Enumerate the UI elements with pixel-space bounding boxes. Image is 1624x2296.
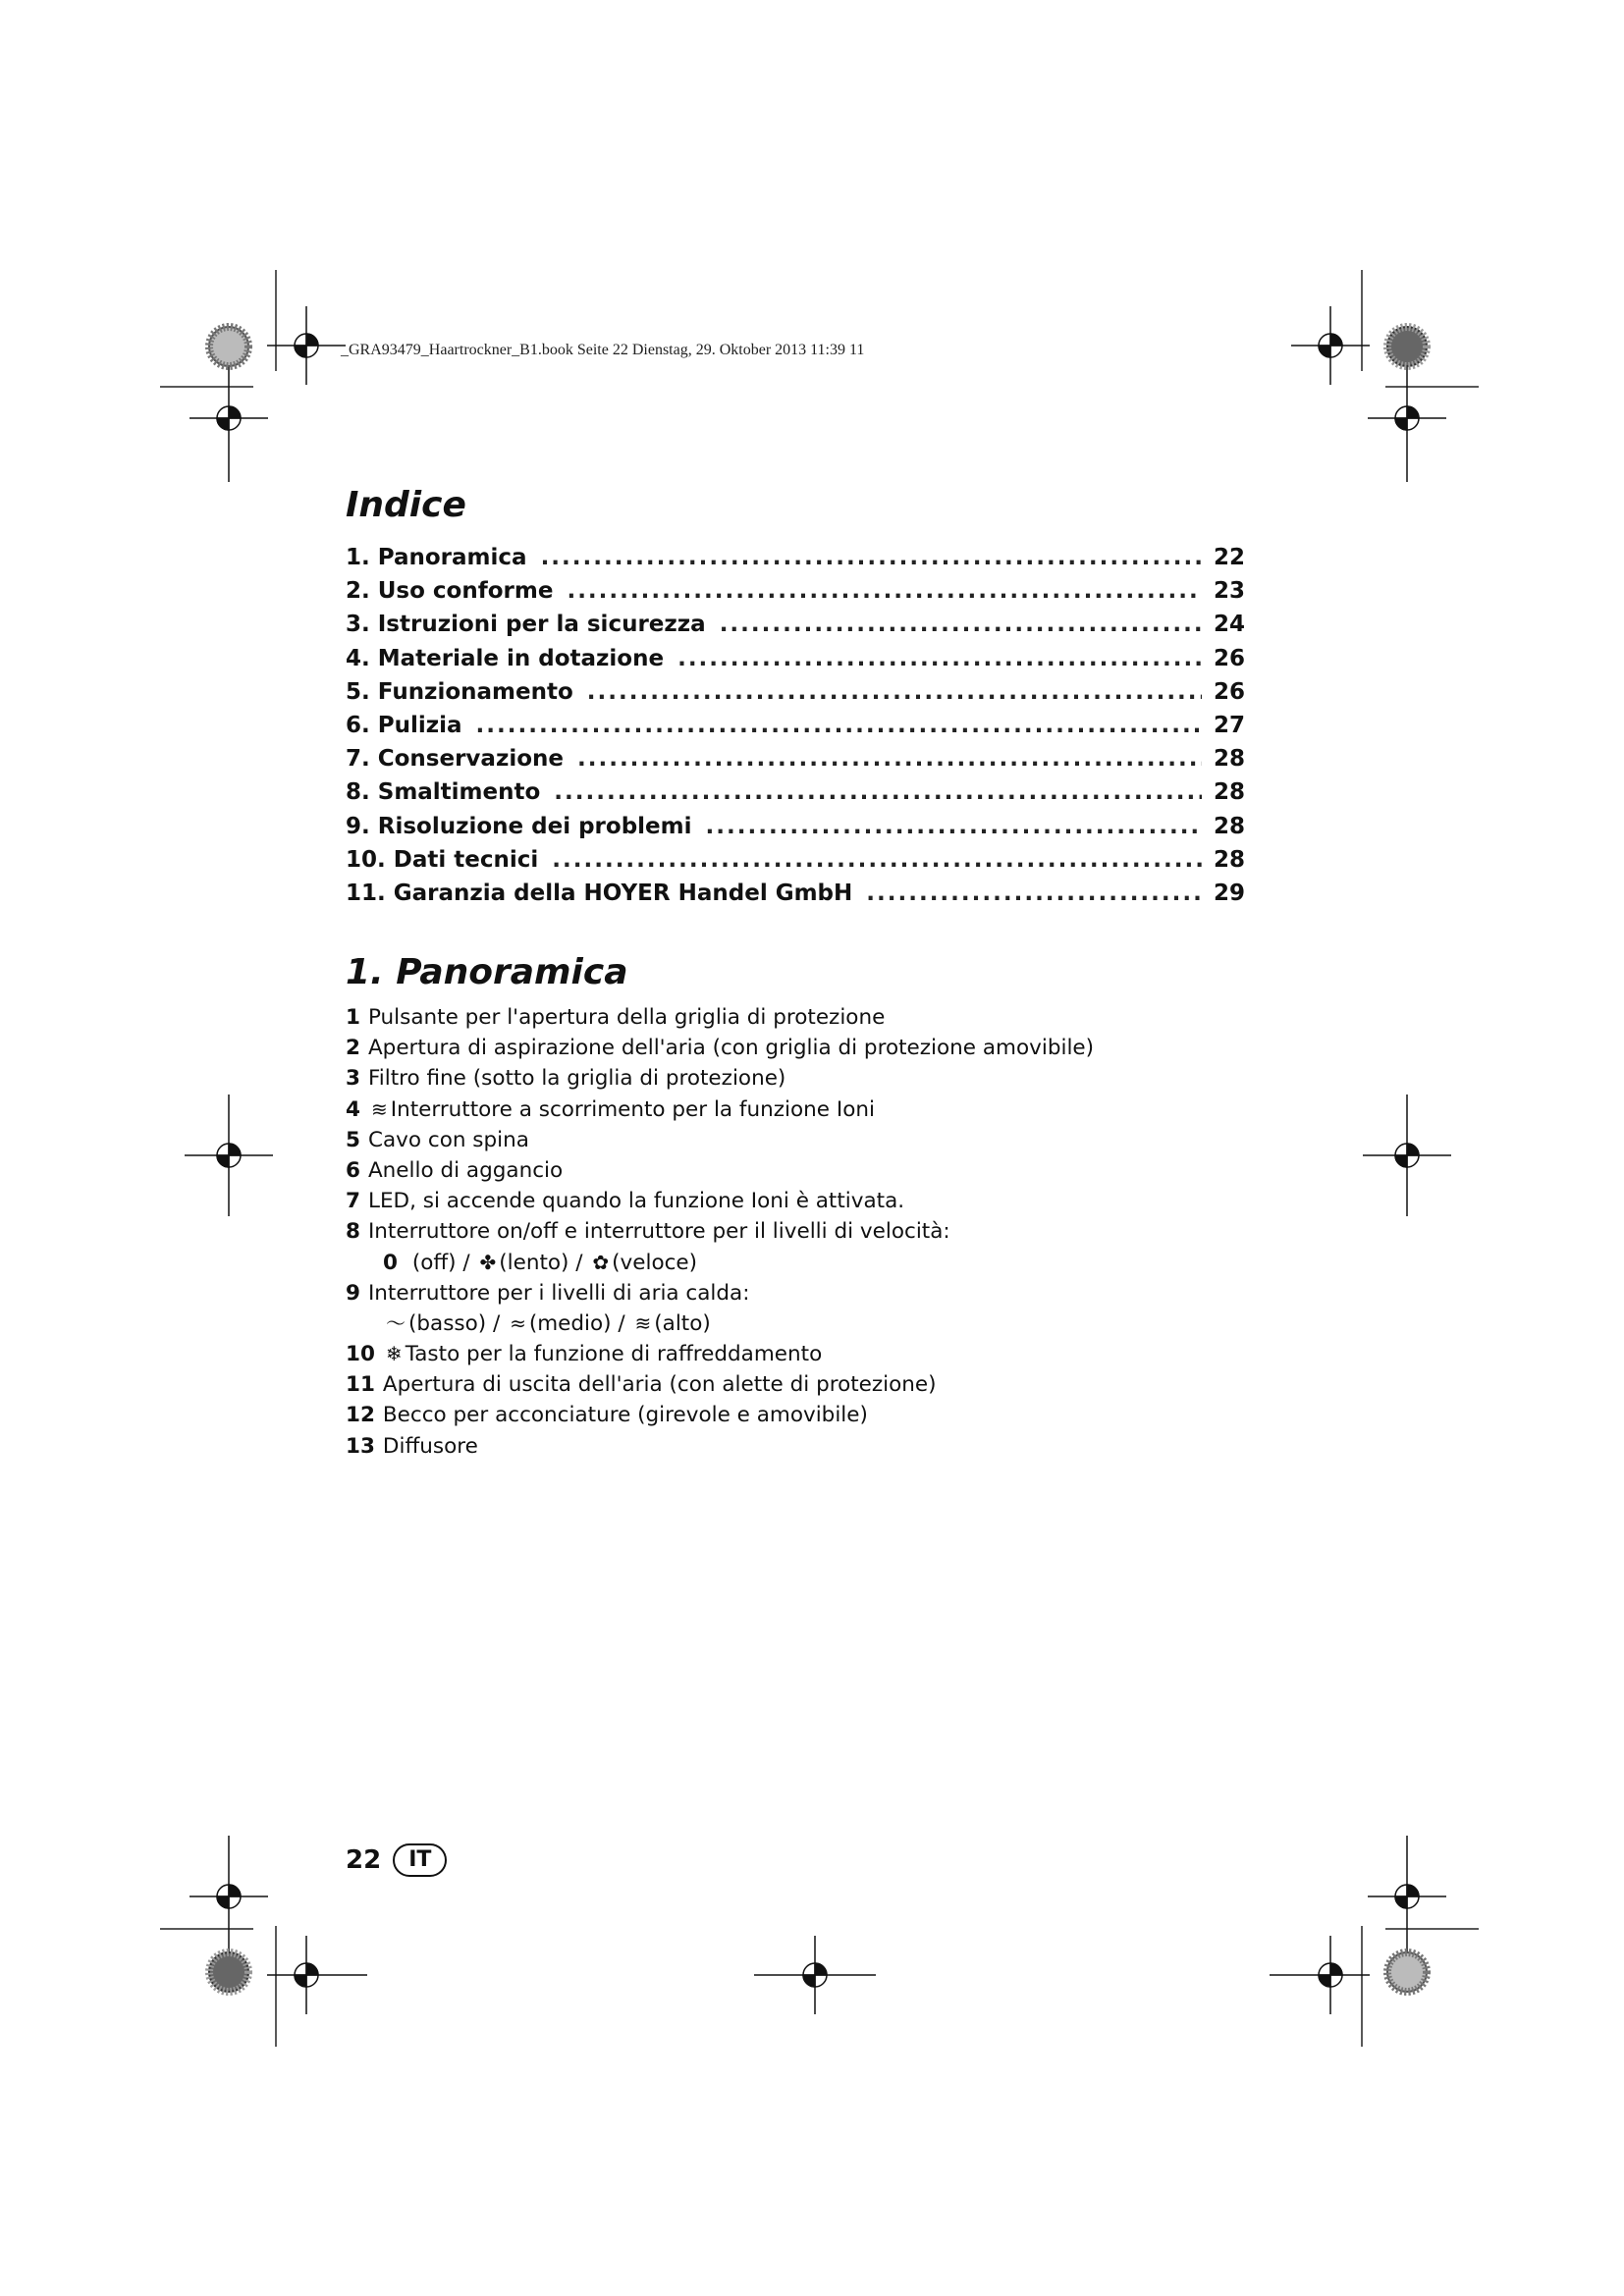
- toc-entry-page: 29: [1214, 880, 1246, 906]
- toc-entry-label: 4. Materiale in dotazione: [346, 645, 665, 671]
- toc-entry-page: 24: [1214, 612, 1246, 638]
- toc-entry-label: 6. Pulizia: [346, 712, 462, 738]
- list-item: 9 Interruttore per i livelli di aria calda:: [346, 1280, 750, 1306]
- list-item: 13 Diffusore: [346, 1433, 478, 1459]
- ion-icon: ≋: [370, 1096, 388, 1121]
- toc-entry-page: 28: [1214, 846, 1246, 873]
- list-item: 11 Apertura di uscita dell'aria (con alette di protezione): [346, 1372, 937, 1398]
- index-title: Indice: [346, 485, 466, 525]
- heat-low-icon: 〜: [386, 1310, 406, 1335]
- overview-list: [346, 1002, 1327, 1462]
- list-item: 12 Becco per acconciature (girevole e amovibile): [346, 1403, 868, 1428]
- overview-title: 1. Panoramica: [346, 952, 628, 992]
- table-of-contents: [346, 545, 1249, 914]
- toc-entry-page: 28: [1214, 779, 1246, 806]
- toc-leader-dots: [677, 646, 1202, 671]
- toc-entry: [346, 545, 1249, 578]
- toc-entry: [346, 578, 1249, 612]
- toc-entry-label: 1. Panoramica: [346, 545, 527, 570]
- heat-levels-line: 〜 (basso) / ≈ (medio) / ≋ (alto): [346, 1308, 1327, 1339]
- toc-entry-label: 8. Smaltimento: [346, 779, 541, 806]
- toc-entry-page: 22: [1214, 545, 1246, 570]
- toc-entry: [346, 713, 1249, 746]
- heat-medium-icon: ≈: [510, 1310, 526, 1335]
- toc-leader-dots: [720, 612, 1202, 637]
- toc-entry: [346, 847, 1249, 881]
- speed-levels-line: 0 (off) / ✤ (lento) / ✿ (veloce): [346, 1248, 1327, 1278]
- toc-leader-dots: [476, 713, 1202, 738]
- toc-leader-dots: [706, 814, 1202, 839]
- toc-entry-label: 10. Dati tecnici: [346, 846, 539, 873]
- language-badge: IT: [393, 1843, 447, 1877]
- toc-entry: [346, 746, 1249, 779]
- toc-entry: [346, 814, 1249, 847]
- toc-entry-label: 7. Conservazione: [346, 746, 564, 773]
- list-item: 10 ❄ Tasto per la funzione di raffreddamento: [346, 1339, 1327, 1369]
- toc-entry: [346, 679, 1249, 713]
- list-item: 4 ≋ Interruttore a scorrimento per la funzione Ioni: [346, 1095, 1327, 1125]
- toc-leader-dots: [541, 545, 1202, 570]
- toc-entry-page: 23: [1214, 578, 1246, 605]
- fan-slow-icon: ✤: [479, 1250, 497, 1274]
- toc-entry-label: 9. Risoluzione dei problemi: [346, 813, 692, 839]
- list-item: 5 Cavo con spina: [346, 1127, 529, 1152]
- toc-entry-label: 5. Funzionamento: [346, 678, 573, 705]
- list-item: 8 Interruttore on/off e interruttore per il livelli di velocità:: [346, 1219, 950, 1245]
- toc-entry-page: 28: [1214, 813, 1246, 839]
- list-item: 2 Apertura di aspirazione dell'aria (con griglia di protezione amovibile): [346, 1036, 1095, 1061]
- toc-entry-page: 26: [1214, 645, 1246, 671]
- toc-entry-page: 27: [1214, 712, 1246, 738]
- toc-leader-dots: [554, 779, 1202, 805]
- toc-entry: [346, 646, 1249, 679]
- toc-leader-dots: [866, 881, 1202, 906]
- heat-high-icon: ≋: [634, 1310, 652, 1335]
- toc-leader-dots: [587, 679, 1202, 705]
- toc-entry: [346, 881, 1249, 914]
- toc-entry: [346, 779, 1249, 813]
- cool-shot-icon: ❄: [385, 1342, 403, 1366]
- toc-entry: [346, 612, 1249, 645]
- list-item: 1 Pulsante per l'apertura della griglia di protezione: [346, 1005, 886, 1030]
- toc-entry-label: 2. Uso conforme: [346, 578, 554, 605]
- list-item: 7 LED, si accende quando la funzione Ioni è attivata.: [346, 1189, 905, 1214]
- list-item: 6 Anello di aggancio: [346, 1157, 564, 1183]
- page-number: 22: [346, 1845, 382, 1875]
- print-header-line: _GRA93479_Haartrockner_B1.book Seite 22 Dienstag, 29. Oktober 2013 11:39 11: [341, 342, 865, 358]
- toc-leader-dots: [577, 746, 1202, 772]
- toc-entry-label: 3. Istruzioni per la sicurezza: [346, 612, 706, 638]
- list-item: 3 Filtro fine (sotto la griglia di protezione): [346, 1066, 786, 1092]
- page-footer: [346, 1843, 447, 1877]
- toc-leader-dots: [567, 578, 1202, 604]
- toc-entry-label: 11. Garanzia della HOYER Handel GmbH: [346, 880, 853, 906]
- toc-entry-page: 26: [1214, 678, 1246, 705]
- toc-leader-dots: [552, 847, 1202, 873]
- fan-fast-icon: ✿: [592, 1250, 610, 1274]
- toc-entry-page: 28: [1214, 746, 1246, 773]
